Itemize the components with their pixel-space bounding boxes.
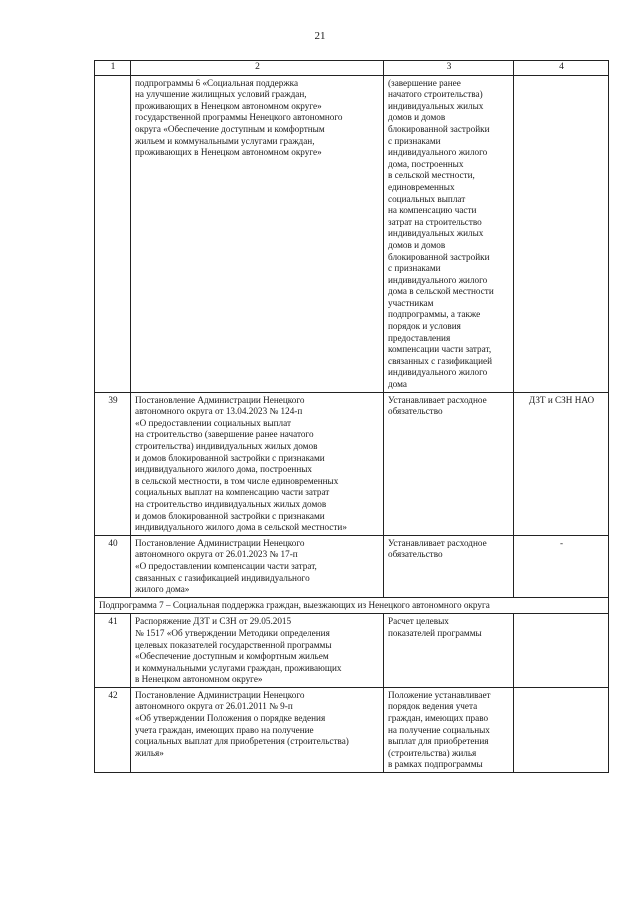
purpose-line: связанных с газификацией [388, 355, 492, 366]
document-line: Постановление Администрации Ненецкого [135, 689, 305, 700]
purpose-line: граждан, имеющих право [388, 713, 489, 724]
purpose-line: дома [388, 379, 407, 390]
subprogram-title: Подпрограмма 7 – Социальная поддержка граждан, выезжающих из Ненецкого автономного округа [95, 597, 609, 614]
purpose-line: блокированной застройки [388, 123, 490, 134]
purpose-line: индивидуального жилого [388, 274, 488, 285]
document-line: целевых показателей государственной программы [135, 639, 332, 650]
page-number: 21 [314, 30, 326, 42]
document-line: на строительство индивидуальных жилых домов [135, 498, 327, 509]
purpose-line: дома в сельской местности [388, 286, 494, 297]
document-line: индивидуального жилого дома, построенных [135, 464, 313, 475]
purpose-line: на компенсацию части [388, 205, 477, 216]
header-cell-3: 3 [384, 61, 514, 76]
document-line: проживающих в Ненецком автономном округе» [135, 100, 322, 111]
row-number-cell: 42 [95, 687, 131, 772]
document-cell [131, 687, 384, 772]
purpose-cell [384, 614, 514, 688]
document-line: жилья» [135, 747, 164, 758]
document-line: связанных с газификацией индивидуального [135, 572, 310, 583]
purpose-line: Положение устанавливает [388, 689, 491, 700]
purpose-line: начатого строительства) [388, 89, 483, 100]
header-cell-4: 4 [514, 61, 609, 76]
document-line: жильем и коммунальными услугами граждан, [135, 135, 315, 146]
document-line: на улучшение жилищных условий граждан, [135, 89, 307, 100]
document-line: автономного округа от 26.01.2011 № 9-п [135, 701, 293, 712]
purpose-line: порядок и условия [388, 321, 461, 332]
document-line: «Обеспечение доступным и комфортным жильем [135, 651, 329, 662]
document-line: проживающих в Ненецком автономном округе» [135, 147, 322, 158]
document-line: и коммунальными услугами граждан, проживающих [135, 662, 342, 673]
header-cell-1: 1 [95, 61, 131, 76]
agency-cell [514, 75, 609, 392]
document-line: на строительство (завершение ранее начатого [135, 429, 314, 440]
document-line: социальных выплат на компенсацию части затрат [135, 487, 330, 498]
purpose-line: домов и домов [388, 239, 446, 250]
agency-cell: ДЗТ и СЗН НАО [514, 392, 609, 535]
row-number-cell: 40 [95, 535, 131, 597]
table-row [95, 75, 609, 392]
purpose-line: показателей программы [388, 627, 482, 638]
purpose-cell [384, 535, 514, 597]
document-line: учета граждан, имеющих право на получение [135, 724, 314, 735]
purpose-line: домов и домов [388, 112, 446, 123]
document-cell [131, 392, 384, 535]
document-line: автономного округа от 13.04.2023 № 124-п [135, 406, 303, 417]
document-line: Постановление Администрации Ненецкого [135, 394, 305, 405]
purpose-line: обязательство [388, 406, 443, 417]
purpose-line: единовременных [388, 181, 455, 192]
document-line: подпрограммы 6 «Социальная поддержка [135, 77, 299, 88]
purpose-line: индивидуальных жилых [388, 228, 484, 239]
purpose-cell [384, 687, 514, 772]
document-cell [131, 614, 384, 688]
purpose-line: предоставления [388, 332, 451, 343]
purpose-line: компенсации части затрат, [388, 344, 492, 355]
document-line: и домов блокированной застройки с признаками [135, 510, 325, 521]
purpose-cell [384, 75, 514, 392]
agency-cell [514, 687, 609, 772]
document-line: Распоряжение ДЗТ и СЗН от 29.05.2015 [135, 616, 292, 627]
document-line: и домов блокированной застройки с признаками [135, 452, 325, 463]
document-line: жилого дома» [135, 584, 190, 595]
header-cell-2: 2 [131, 61, 384, 76]
purpose-line: Устанавливает расходное [388, 537, 487, 548]
purpose-line: обязательство [388, 549, 443, 560]
purpose-line: дома, построенных [388, 158, 464, 169]
table-header-row [95, 61, 609, 76]
subprogram-row [95, 597, 609, 614]
purpose-line: с признаками [388, 135, 441, 146]
document-line: № 1517 «Об утверждении Методики определения [135, 627, 330, 638]
purpose-line: Устанавливает расходное [388, 394, 487, 405]
purpose-line: с признаками [388, 263, 441, 274]
purpose-line: выплат для приобретения [388, 736, 489, 747]
purpose-line: (завершение ранее [388, 77, 461, 88]
document-line: социальных выплат для приобретения (строительства) [135, 736, 349, 747]
table-row [95, 535, 609, 597]
purpose-line: Расчет целевых [388, 616, 449, 627]
purpose-line: в сельской местности, [388, 170, 475, 181]
purpose-line: участникам [388, 297, 434, 308]
row-number-cell: 41 [95, 614, 131, 688]
purpose-line: порядок ведения учета [388, 701, 478, 712]
document-line: «Об утверждении Положения о порядке ведения [135, 713, 326, 724]
document-line: Постановление Администрации Ненецкого [135, 537, 305, 548]
purpose-line: затрат на строительство [388, 216, 482, 227]
purpose-line: (строительства) жилья [388, 747, 477, 758]
table-row [95, 687, 609, 772]
purpose-line: индивидуального жилого [388, 367, 488, 378]
document-cell [131, 535, 384, 597]
agency-cell [514, 614, 609, 688]
document-line: строительства) индивидуальных жилых домов [135, 441, 318, 451]
document-line: автономного округа от 26.01.2023 № 17-п [135, 549, 298, 560]
table-row [95, 614, 609, 688]
document-line: «О предоставлении социальных выплат [135, 417, 291, 428]
purpose-line: индивидуальных жилых [388, 100, 484, 111]
purpose-line: подпрограммы, а также [388, 309, 481, 320]
purpose-cell [384, 392, 514, 535]
document-line: округа «Обеспечение доступным и комфортным [135, 123, 325, 134]
purpose-line: на получение социальных [388, 724, 490, 735]
document-line: в сельской местности, в том числе единовременных [135, 475, 339, 486]
purpose-line: блокированной застройки [388, 251, 490, 262]
row-number-cell: 39 [95, 392, 131, 535]
document-line: «О предоставлении компенсации части затрат, [135, 560, 317, 571]
table-row [95, 392, 609, 535]
document-line: индивидуального жилого дома в сельской местности» [135, 522, 347, 533]
document-cell [131, 75, 384, 392]
purpose-line: индивидуального жилого [388, 147, 488, 158]
row-number-cell [95, 75, 131, 392]
agency-cell: - [514, 535, 609, 597]
document-line: в Ненецком автономном округе» [135, 674, 263, 685]
purpose-line: социальных выплат [388, 193, 466, 204]
document-line: государственной программы Ненецкого автономного [135, 112, 343, 123]
purpose-line: в рамках подпрограммы [388, 759, 483, 770]
document-table [94, 60, 609, 773]
